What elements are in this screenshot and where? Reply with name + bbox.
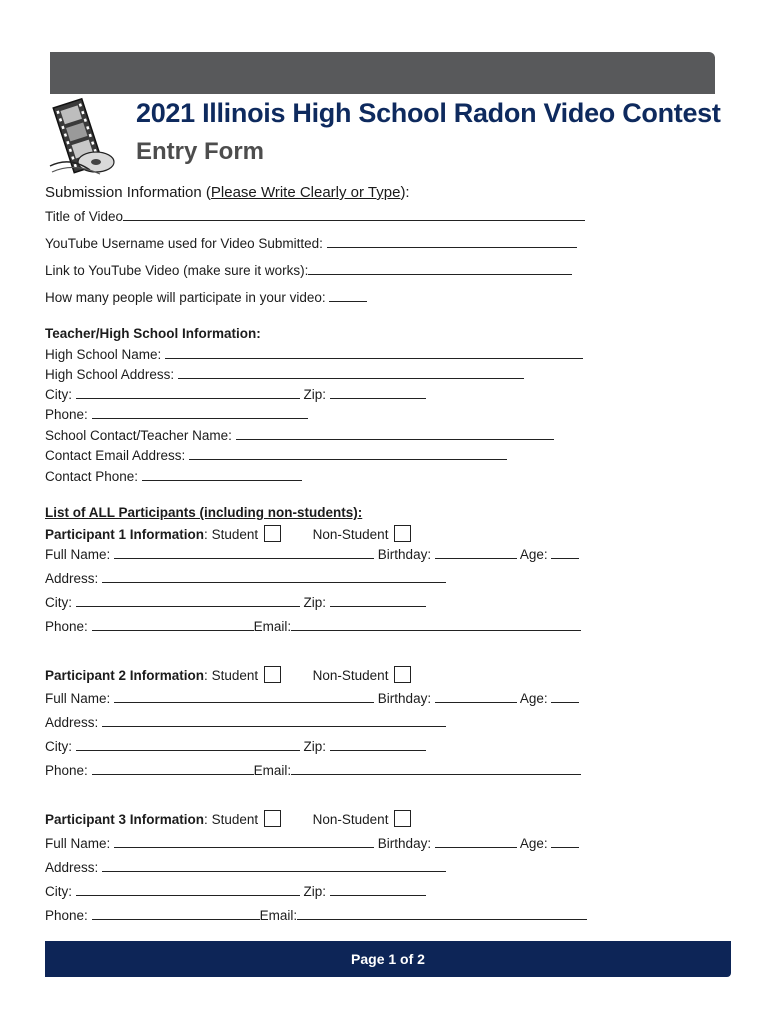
page-footer xyxy=(45,941,731,977)
participant-1-address-label: Address: xyxy=(45,571,99,586)
contact-name-field[interactable] xyxy=(236,427,554,440)
participant-3-name-field[interactable] xyxy=(114,835,374,848)
participant-1-city-label: City: xyxy=(45,595,72,610)
participant-3-zip-label: Zip: xyxy=(303,884,327,899)
participant-3-phone-field[interactable] xyxy=(92,907,260,920)
contact-phone-row xyxy=(45,468,302,485)
participant-2-student-label: Student xyxy=(211,668,259,683)
participant-1-name-row xyxy=(45,546,579,563)
participant-3-city-zip-row xyxy=(45,883,426,900)
participant-1-age-field[interactable] xyxy=(551,546,579,559)
contact-phone-field[interactable] xyxy=(142,468,302,481)
participant-3-header xyxy=(45,810,411,828)
participant-3-age-label: Age: xyxy=(519,836,548,851)
participant-1-non-student-label: Non-Student xyxy=(312,527,389,542)
participant-count-field[interactable] xyxy=(329,289,367,302)
participant-2-phone-label: Phone: xyxy=(45,763,88,778)
participant-2-birthday-field[interactable] xyxy=(435,690,517,703)
video-title-row xyxy=(45,208,585,225)
participant-3-city-field[interactable] xyxy=(76,883,300,896)
participant-2-title: Participant 2 Information xyxy=(45,668,205,683)
participant-2-email-field[interactable] xyxy=(291,762,581,775)
youtube-link-field[interactable] xyxy=(308,262,572,275)
participant-1-birthday-label: Birthday: xyxy=(377,547,432,562)
participant-1-student-checkbox[interactable] xyxy=(264,525,281,542)
video-title-field[interactable] xyxy=(123,208,585,221)
participant-2-student-checkbox[interactable] xyxy=(264,666,281,683)
participants-heading: List of ALL Participants (including non-students): xyxy=(45,505,363,520)
youtube-link-label: Link to YouTube Video (make sure it works): xyxy=(45,263,309,278)
participant-1-title-suffix: : xyxy=(204,527,208,542)
participant-3-birthday-label: Birthday: xyxy=(377,836,432,851)
school-name-label: High School Name: xyxy=(45,347,162,362)
youtube-link-row xyxy=(45,262,572,279)
film-strip-icon xyxy=(40,96,128,180)
participant-1-contact-row xyxy=(45,618,581,635)
participant-1-name-field[interactable] xyxy=(114,546,374,559)
participant-1-email-field[interactable] xyxy=(291,618,581,631)
teacher-zip-label: Zip: xyxy=(303,387,327,402)
participant-1-title: Participant 1 Information xyxy=(45,527,205,542)
participant-2-zip-label: Zip: xyxy=(303,739,327,754)
participant-2-contact-row xyxy=(45,762,581,779)
submission-heading-emphasis: Please Write Clearly or Type xyxy=(210,184,401,201)
contact-email-field[interactable] xyxy=(189,447,507,460)
participant-3-student-checkbox[interactable] xyxy=(264,810,281,827)
participant-1-address-row xyxy=(45,570,446,587)
teacher-phone-label: Phone: xyxy=(45,407,88,422)
participant-2-city-field[interactable] xyxy=(76,738,300,751)
participant-2-non-student-label: Non-Student xyxy=(312,668,389,683)
participant-2-email-label: Email: xyxy=(253,763,292,778)
participant-3-contact-row xyxy=(45,907,587,924)
participant-3-city-label: City: xyxy=(45,884,72,899)
contact-phone-label: Contact Phone: xyxy=(45,469,139,484)
participant-1-phone-label: Phone: xyxy=(45,619,88,634)
participant-2-address-row xyxy=(45,714,446,731)
participant-1-non-student-checkbox[interactable] xyxy=(394,525,411,542)
submission-heading xyxy=(45,185,410,201)
participant-3-address-field[interactable] xyxy=(102,859,446,872)
participant-2-name-label: Full Name: xyxy=(45,691,111,706)
teacher-city-zip-row xyxy=(45,386,426,403)
page-subtitle: Entry Form xyxy=(136,138,265,165)
participant-3-non-student-label: Non-Student xyxy=(312,812,389,827)
teacher-phone-field[interactable] xyxy=(92,406,308,419)
participant-count-label: How many people will participate in your video: xyxy=(45,290,326,305)
teacher-city-label: City: xyxy=(45,387,72,402)
participant-3-non-student-checkbox[interactable] xyxy=(394,810,411,827)
youtube-username-field[interactable] xyxy=(327,235,577,248)
participant-2-phone-field[interactable] xyxy=(92,762,254,775)
school-address-field[interactable] xyxy=(178,366,524,379)
teacher-city-field[interactable] xyxy=(76,386,300,399)
participant-1-city-zip-row xyxy=(45,594,426,611)
participant-1-address-field[interactable] xyxy=(102,570,446,583)
school-name-field[interactable] xyxy=(165,346,583,359)
contact-email-row xyxy=(45,447,507,464)
participant-2-name-row xyxy=(45,690,579,707)
contact-name-label: School Contact/Teacher Name: xyxy=(45,428,232,443)
school-address-label: High School Address: xyxy=(45,367,175,382)
contact-email-label: Contact Email Address: xyxy=(45,448,186,463)
participant-1-email-label: Email: xyxy=(253,619,292,634)
participant-3-email-label: Email: xyxy=(259,908,298,923)
participant-3-age-field[interactable] xyxy=(551,835,579,848)
participant-1-birthday-field[interactable] xyxy=(435,546,517,559)
participant-3-title-suffix: : xyxy=(204,812,208,827)
participant-2-title-suffix: : xyxy=(204,668,208,683)
participant-2-header xyxy=(45,666,411,684)
teacher-heading: Teacher/High School Information: xyxy=(45,326,261,341)
submission-heading-prefix: Submission Information ( xyxy=(45,184,211,201)
participant-3-zip-field[interactable] xyxy=(330,883,426,896)
participant-2-zip-field[interactable] xyxy=(330,738,426,751)
participant-3-phone-label: Phone: xyxy=(45,908,88,923)
participant-2-address-label: Address: xyxy=(45,715,99,730)
participant-1-name-label: Full Name: xyxy=(45,547,111,562)
participant-1-phone-field[interactable] xyxy=(92,618,254,631)
header-bar xyxy=(50,52,715,94)
page-title: 2021 Illinois High School Radon Video Contest xyxy=(136,98,721,128)
participant-2-city-zip-row xyxy=(45,738,426,755)
participant-2-name-field[interactable] xyxy=(114,690,374,703)
video-title-label: Title of Video xyxy=(45,209,124,224)
participant-3-address-label: Address: xyxy=(45,860,99,875)
participant-3-name-label: Full Name: xyxy=(45,836,111,851)
school-address-row xyxy=(45,366,524,383)
participant-3-address-row xyxy=(45,859,446,876)
participant-3-title: Participant 3 Information xyxy=(45,812,205,827)
participant-2-age-label: Age: xyxy=(519,691,548,706)
participant-2-address-field[interactable] xyxy=(102,714,446,727)
participant-1-city-field[interactable] xyxy=(76,594,300,607)
participant-3-name-row xyxy=(45,835,579,852)
participant-2-age-field[interactable] xyxy=(551,690,579,703)
participant-1-header xyxy=(45,525,411,543)
contact-name-row xyxy=(45,427,554,444)
page-number: Page 1 of 2 xyxy=(351,951,425,967)
participant-3-birthday-field[interactable] xyxy=(435,835,517,848)
teacher-phone-row xyxy=(45,406,308,423)
participant-2-city-label: City: xyxy=(45,739,72,754)
participant-1-zip-field[interactable] xyxy=(330,594,426,607)
youtube-username-row xyxy=(45,235,577,252)
participant-2-non-student-checkbox[interactable] xyxy=(394,666,411,683)
participant-3-email-field[interactable] xyxy=(297,907,587,920)
participant-1-age-label: Age: xyxy=(519,547,548,562)
participant-1-zip-label: Zip: xyxy=(303,595,327,610)
participant-1-student-label: Student xyxy=(211,527,259,542)
teacher-zip-field[interactable] xyxy=(330,386,426,399)
participant-2-birthday-label: Birthday: xyxy=(377,691,432,706)
submission-heading-suffix: ): xyxy=(400,184,410,201)
participant-count-row xyxy=(45,289,367,306)
participant-3-student-label: Student xyxy=(211,812,259,827)
school-name-row xyxy=(45,346,583,363)
youtube-username-label: YouTube Username used for Video Submitted: xyxy=(45,236,323,251)
